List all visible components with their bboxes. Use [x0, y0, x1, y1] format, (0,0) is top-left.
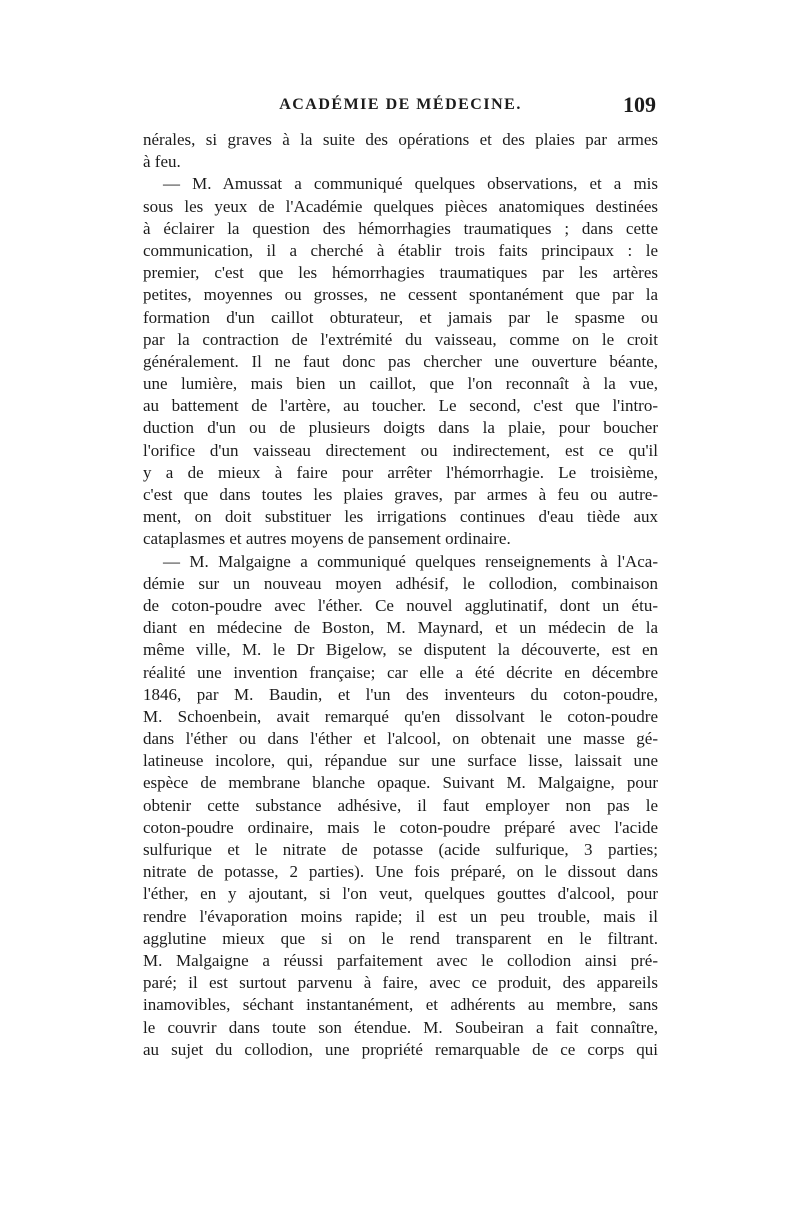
- text-line: M. Schoenbein, avait remarqué qu'en dissolvant le coton-poudre: [143, 706, 658, 726]
- text-line: une lumière, mais bien un caillot, que l'on reconnaît à la vue,: [143, 374, 658, 394]
- text-line: c'est que dans toutes les plaies graves, par armes à feu ou autre-: [143, 485, 658, 504]
- text-line: M. Malgaigne a réussi parfaitement avec le collodion ainsi pré-: [143, 950, 658, 970]
- text-line: espèce de membrane blanche opaque. Suivant M. Malgaigne, pour: [143, 773, 658, 793]
- text-line: au sujet du collodion, une propriété remarquable de ce corps qui: [143, 1039, 658, 1059]
- text-line: coton-poudre ordinaire, mais le coton-poudre préparé avec l'acide: [143, 817, 658, 837]
- text-line: démie sur un nouveau moyen adhésif, le collodion, combinaison: [143, 573, 658, 593]
- text-line: y a de mieux à faire pour arrêter l'hémorrhagie. Le troisième,: [143, 462, 658, 482]
- text-line: cataplasmes et autres moyens de pansement ordinaire.: [143, 529, 511, 549]
- text-line: duction d'un ou de plusieurs doigts dans la plaie, pour boucher: [143, 418, 658, 438]
- text-line: obtenir cette substance adhésive, il faut employer non pas le: [143, 795, 658, 815]
- text-line: sous les yeux de l'Académie quelques pièces anatomiques destinées: [143, 196, 658, 216]
- text-line: 1846, par M. Baudin, et l'un des inventeurs du coton-poudre,: [143, 684, 658, 704]
- text-line: à éclairer la question des hémorrhagies traumatiques ; dans cette: [143, 218, 658, 238]
- text-line: l'orifice d'un vaisseau directement ou indirectement, est ce qu'il: [143, 440, 658, 460]
- text-line: inamovibles, séchant instantanément, et adhérents au membre, sans: [143, 995, 658, 1015]
- text-line: dans l'éther ou dans l'éther et l'alcool, on obtenait une masse gé-: [143, 729, 658, 749]
- body-text: [143, 129, 658, 1061]
- text-line: au battement de l'artère, au toucher. Le second, c'est que l'intro-: [143, 396, 658, 416]
- text-line: — M. Malgaigne a communiqué quelques renseignements à l'Aca-: [163, 551, 658, 571]
- page-number: 109: [623, 92, 656, 117]
- text-line: paré; il est surtout parvenu à faire, avec ce produit, des appareils: [143, 973, 658, 993]
- text-line: petites, moyennes ou grosses, ne cessent spontanément que par la: [143, 285, 658, 305]
- text-line: latineuse incolore, qui, répandue sur une surface lisse, laissait une: [143, 751, 658, 771]
- text-line: rendre l'évaporation moins rapide; il est un peu trouble, mais il: [143, 906, 658, 926]
- text-line: le couvrir dans toute son étendue. M. Soubeiran a fait connaître,: [143, 1017, 658, 1037]
- text-line: — M. Amussat a communiqué quelques observations, et a mis: [163, 174, 658, 194]
- text-line: agglutine mieux que si on le rend transparent en le filtrant.: [143, 928, 658, 948]
- text-line: nérales, si graves à la suite des opérations et des plaies par armes: [143, 130, 658, 149]
- text-line: réalité une invention française; car elle a été décrite en décembre: [143, 662, 658, 682]
- text-line: nitrate de potasse, 2 parties). Une fois préparé, on le dissout dans: [143, 862, 658, 882]
- page-header: [143, 92, 658, 122]
- text-line: sulfurique et le nitrate de potasse (acide sulfurique, 3 parties;: [143, 840, 658, 859]
- text-line: premier, c'est que les hémorrhagies traumatiques par les artères: [143, 263, 658, 283]
- text-line: à feu.: [143, 152, 181, 172]
- text-line: communication, il a cherché à établir trois faits principaux : le: [143, 240, 658, 260]
- text-line: l'éther, en y ajoutant, si l'on veut, quelques gouttes d'alcool, pour: [143, 884, 658, 904]
- text-line: même ville, M. le Dr Bigelow, se disputent la découverte, est en: [143, 640, 658, 660]
- text-line: formation d'un caillot obturateur, et jamais par le spasme ou: [143, 307, 658, 327]
- text-line: généralement. Il ne faut donc pas chercher une ouverture béante,: [143, 351, 658, 371]
- running-head: ACADÉMIE DE MÉDECINE.: [279, 96, 522, 113]
- text-line: ment, on doit substituer les irrigations continues d'eau tiède aux: [143, 507, 658, 527]
- text-line: diant en médecine de Boston, M. Maynard, et un médecin de la: [143, 618, 658, 638]
- text-line: par la contraction de l'extrémité du vaisseau, comme on le croit: [143, 329, 658, 349]
- text-line: de coton-poudre avec l'éther. Ce nouvel agglutinatif, dont un étu-: [143, 595, 658, 615]
